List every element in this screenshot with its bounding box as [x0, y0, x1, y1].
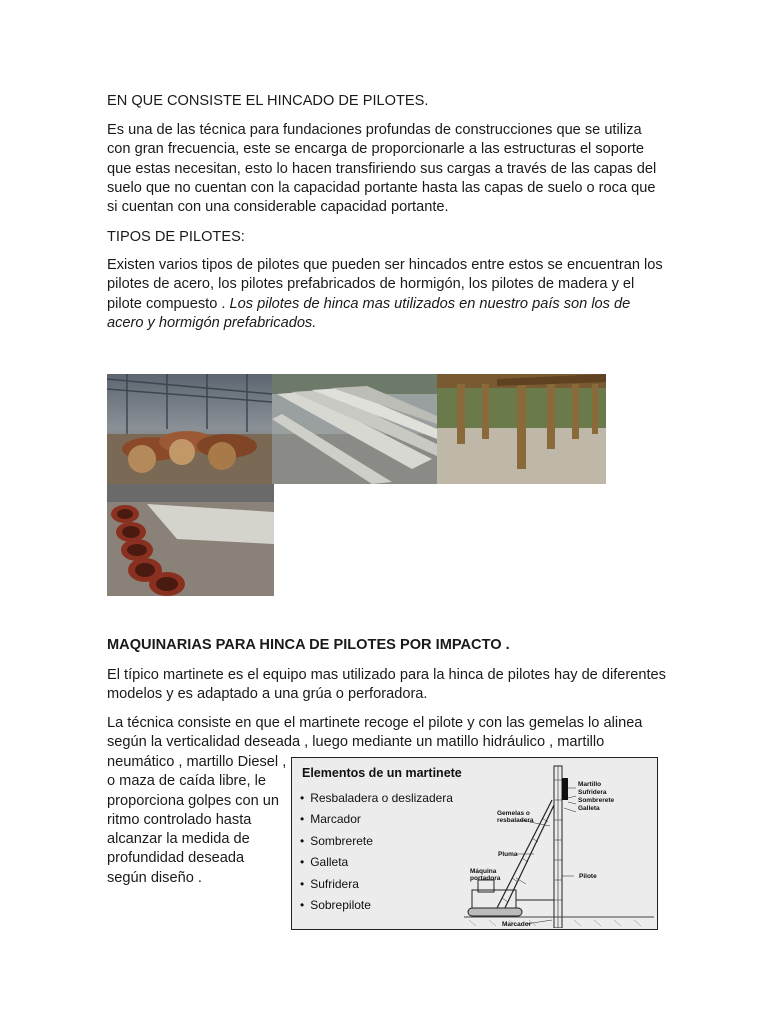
concrete-piles-photo: [272, 374, 437, 484]
figure-list-item: • Sobrepilote: [300, 895, 453, 916]
machinery-heading: MAQUINARIAS PARA HINCA DE PILOTES POR IMPACTO .: [107, 637, 510, 653]
label-sufridera: Sufridera: [578, 789, 607, 796]
pile-driver-diagram: [464, 760, 654, 928]
label-marcador: Marcador: [502, 921, 532, 928]
machinery-paragraph: El típico martinete es el equipo mas utilizado para la hinca de pilotes hay de diferentes modelos y es adaptado a una grúa o perforadora.: [107, 667, 666, 703]
label-pluma: Pluma: [498, 851, 518, 858]
title-heading: EN QUE CONSISTE EL HINCADO DE PILOTES.: [107, 93, 429, 109]
figure-title: Elementos de un martinete: [302, 766, 462, 780]
technique-paragraph: La técnica consiste en que el martinete recoge el pilote y con las gemelas lo alinea según la verticalidad deseada , luego mediante un matillo hidráulico , martillo: [107, 715, 643, 751]
types-paragraph: [107, 256, 667, 333]
figure-list-item: • Galleta: [300, 852, 453, 873]
label-sombrerete: Sombrerete: [578, 797, 615, 804]
pile-driver-figure: [291, 757, 658, 930]
figure-list-item: • Sufridera: [300, 874, 453, 895]
types-italic-text: Los pilotes de hinca mas utilizados en nuestro país son los de acero y hormigón prefabricados.: [107, 295, 631, 331]
intro-paragraph: Es una de las técnica para fundaciones profundas de construcciones que se utiliza con gran frecuencia, este se encarga de proporcionarle a las estructuras el soporte que estas necesitan, esto lo hacen transfiriendo sus cargas a través de las capas del suelo que no cuentan con la capacidad portante hasta las capas de suelo o roca que si cuentan con una considerable capacidad portante.: [107, 122, 657, 216]
label-gemelas: Gemelas o resbaladera: [497, 810, 534, 824]
composite-piles-photo: [107, 484, 274, 596]
figure-list-item: • Marcador: [300, 809, 453, 830]
figure-list-item: • Resbaladera o deslizadera: [300, 788, 453, 809]
figure-list: [300, 788, 453, 916]
label-pilote: Pilote: [579, 873, 597, 880]
label-galleta: Galleta: [578, 805, 600, 812]
figure-list-item: • Sombrerete: [300, 831, 453, 852]
timber-piles-photo: [437, 374, 606, 484]
label-maquina: Máquina portadora: [470, 868, 501, 882]
label-martillo: Martillo: [578, 781, 602, 788]
types-heading: TIPOS DE PILOTES:: [107, 229, 245, 245]
types-text: Existen varios tipos de pilotes que pueden ser hincados entre estos se encuentran los pilotes de acero, los pilotes prefabricados de hormigón, los pilotes de madera y el pilote compuesto .: [107, 257, 663, 312]
steel-piles-photo: [107, 374, 272, 484]
technique-continued: neumático , martillo Diesel , o maza de caída libre, le proporciona golpes con un ritmo controlado hasta alcanzar la medida de profundidad deseada según diseño .: [107, 754, 287, 886]
